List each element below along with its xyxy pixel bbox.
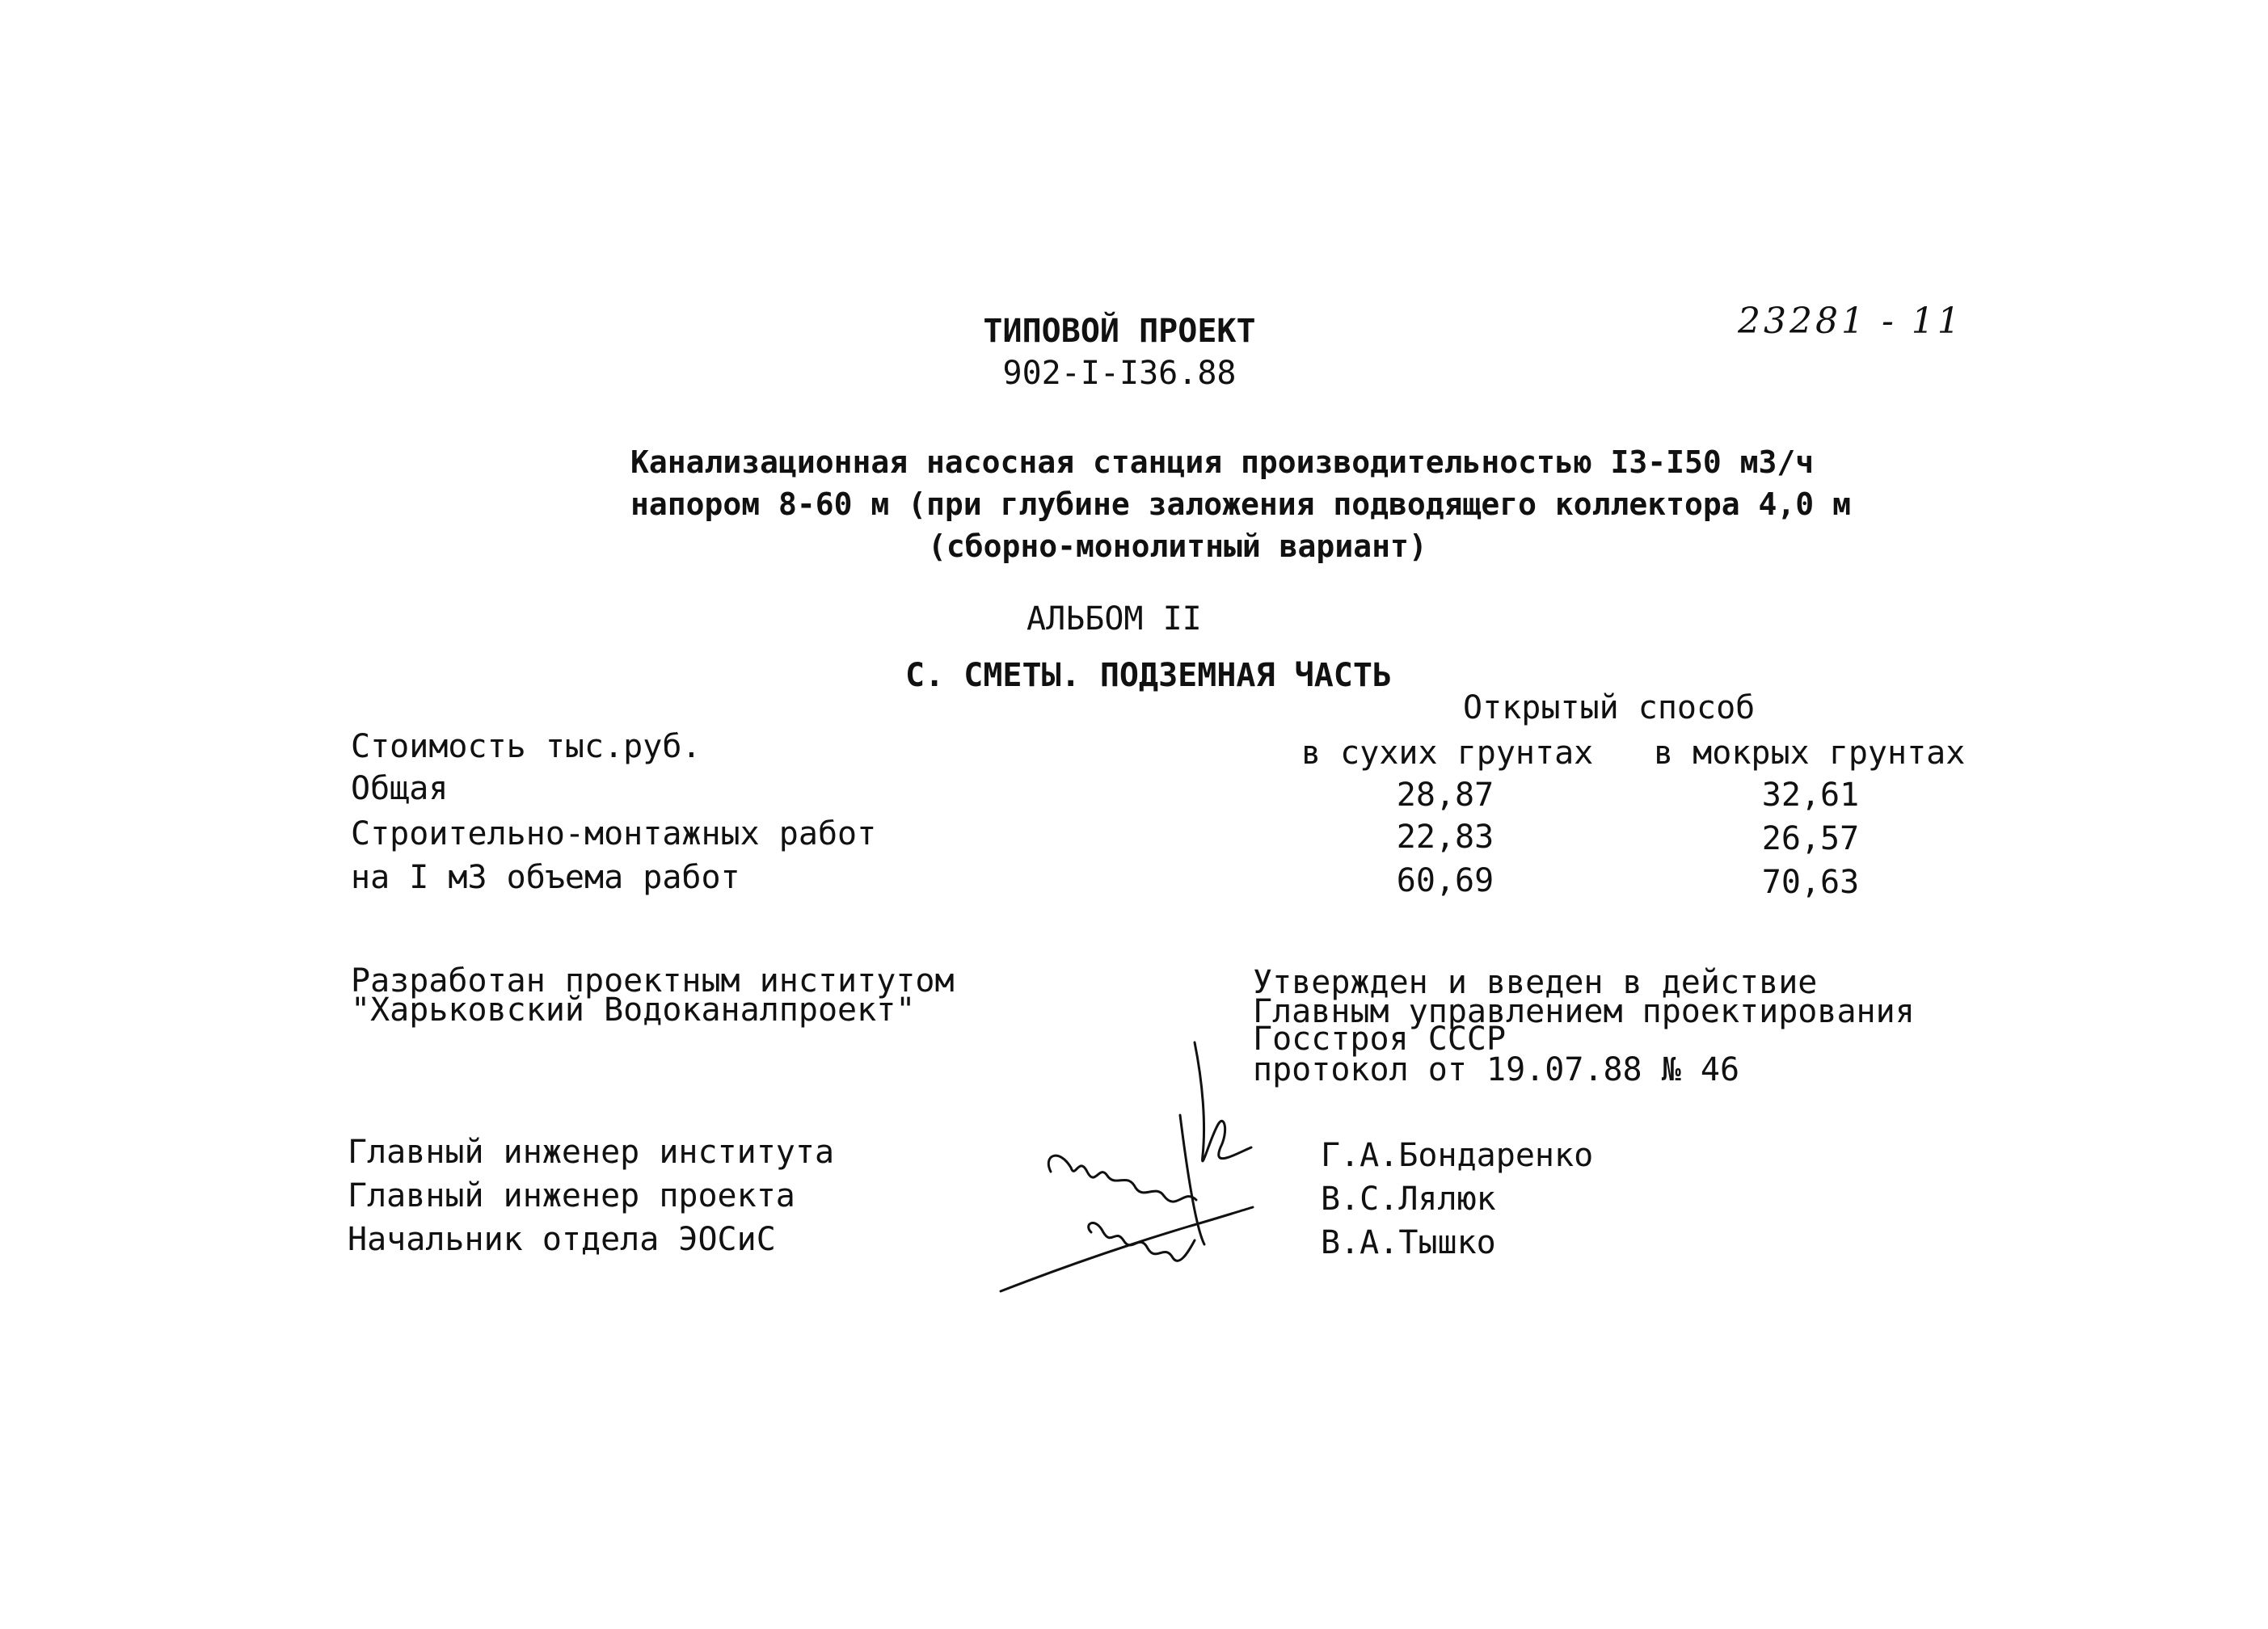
signatory-role: Главный инженер института (348, 1134, 835, 1171)
column-header-dry: в сухих грунтах (1301, 735, 1594, 772)
title-line-1: Канализационная насосная станция производительностью I3-I50 м3/ч (630, 444, 1815, 480)
handwritten-signatures (994, 1034, 1317, 1325)
approval-line-4: протокол от 19.07.88 № 46 (1253, 1051, 1740, 1088)
row-label: Общая (351, 770, 449, 807)
method-header: Открытый способ (1463, 689, 1756, 726)
signatory-name: В.С.Лялюк (1321, 1181, 1496, 1218)
signature-stroke (1048, 1155, 1196, 1202)
signatory-name: В.А.Тышко (1321, 1224, 1496, 1261)
value-dry: 22,83 (1396, 819, 1494, 856)
approval-line-1: Утвержден и введен в действие (1253, 964, 1818, 1001)
doc-number: 23281 - 11 (1738, 301, 1963, 342)
approval-line-3: Госстроя СССР (1253, 1021, 1507, 1058)
value-dry: 60,69 (1396, 862, 1494, 899)
signature-stroke (1001, 1207, 1253, 1291)
approval-line-2: Главным управлением проектирования (1253, 993, 1915, 1030)
developer-line-1: Разработан проектным институтом (351, 962, 955, 1000)
value-wet: 70,63 (1761, 864, 1860, 901)
value-wet: 32,61 (1761, 777, 1860, 814)
column-header-wet: в мокрых грунтах (1654, 735, 1966, 772)
row-label: Строительно-монтажных работ (351, 815, 877, 852)
signatory-name: Г.А.Бондаренко (1321, 1137, 1594, 1174)
title-line-3: (сборно-монолитный вариант) (928, 528, 1427, 564)
album-title: АЛЬБОМ II (1027, 600, 1202, 638)
project-code: 902-I-I36.88 (1002, 355, 1237, 392)
section-title: С. СМЕТЫ. ПОДЗЕМНАЯ ЧАСТЬ (905, 657, 1393, 694)
project-type: ТИПОВОЙ ПРОЕКТ (983, 313, 1256, 350)
signature-stroke (1195, 1042, 1251, 1161)
row-label: на I м3 объема работ (351, 859, 740, 896)
title-line-2: напором 8-60 м (при глубине заложения подводящего коллектора 4,0 м (630, 486, 1851, 522)
developer-line-2: "Харьковский Водоканалпроект" (351, 991, 916, 1029)
signatory-role: Главный инженер проекта (348, 1177, 795, 1214)
row-header: Стоимость тыс.руб. (351, 728, 702, 765)
value-dry: 28,87 (1396, 777, 1494, 814)
signatory-role: Начальник отдела ЭОСиС (348, 1221, 776, 1258)
value-wet: 26,57 (1761, 820, 1860, 857)
